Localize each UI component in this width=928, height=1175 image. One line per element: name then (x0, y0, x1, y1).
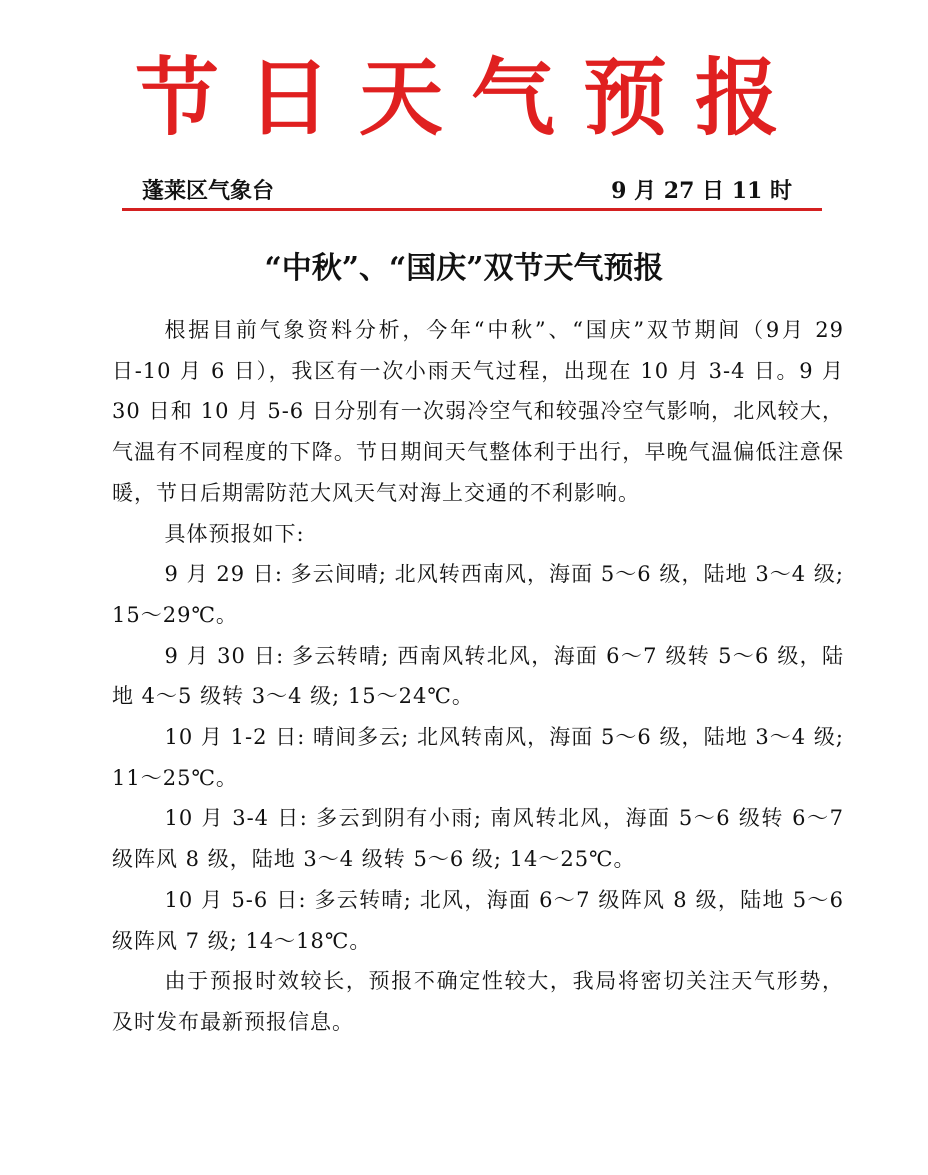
document-body (112, 310, 844, 1043)
issuer-name: 蓬莱区气象台 (142, 178, 275, 204)
paragraph-forecast-sep30: 9 月 30 日: 多云转晴; 西南风转北风，海面 6～7 级转 5～6 级，陆地 4～5 级转 3～4 级; 15～24℃。 (112, 643, 844, 709)
paragraph-forecast-sep29: 9 月 29 日: 多云间晴; 北风转西南风，海面 5～6 级，陆地 3～4 级; 15～29℃。 (112, 562, 844, 627)
paragraph-forecast-oct3-4: 10 月 3-4 日: 多云到阴有小雨; 南风转北风，海面 5～6 级转 6～7 级阵风 8 级，陆地 3～4 级转 5～6 级; 14～25℃。 (112, 806, 844, 872)
paragraph-closing-note: 由于预报时效较长，预报不确定性较大，我局将密切关注天气形势，及时发布最新预报信息。 (112, 969, 844, 1034)
issue-time: 9 月 27 日 11 时 (611, 178, 792, 204)
masthead-title: 节日天气预报 (134, 48, 807, 147)
paragraph-forecast-oct5-6: 10 月 5-6 日: 多云转晴; 北风，海面 6～7 级阵风 8 级，陆地 5～6 级阵风 7 级; 14～18℃。 (112, 887, 844, 953)
issuer-row (142, 174, 792, 208)
document-title: “中秋”、“国庆”双节天气预报 (264, 251, 664, 286)
paragraph-summary: 根据目前气象资料分析，今年“中秋”、“国庆”双节期间（9月 29 日-10 月 6 日），我区有一次小雨天气过程，出现在 10 月 3-4 日。9 月 30 日和 10 月 5-6 日分别有一次弱冷空气和较强冷空气影响，北风较大，气温有不同程度的下降。节日期间天气整体利于出行，早晚气温偏低注意保暖，节日后期需防范大风天气对海上交通的不利影响。 (112, 318, 844, 505)
paragraph-forecast-oct1-2: 10 月 1-2 日: 晴间多云; 北风转南风，海面 5～6 级，陆地 3～4 级; 11～25℃。 (112, 725, 844, 790)
paragraph-forecast-intro: 具体预报如下: (164, 521, 305, 546)
header-divider (122, 208, 822, 211)
